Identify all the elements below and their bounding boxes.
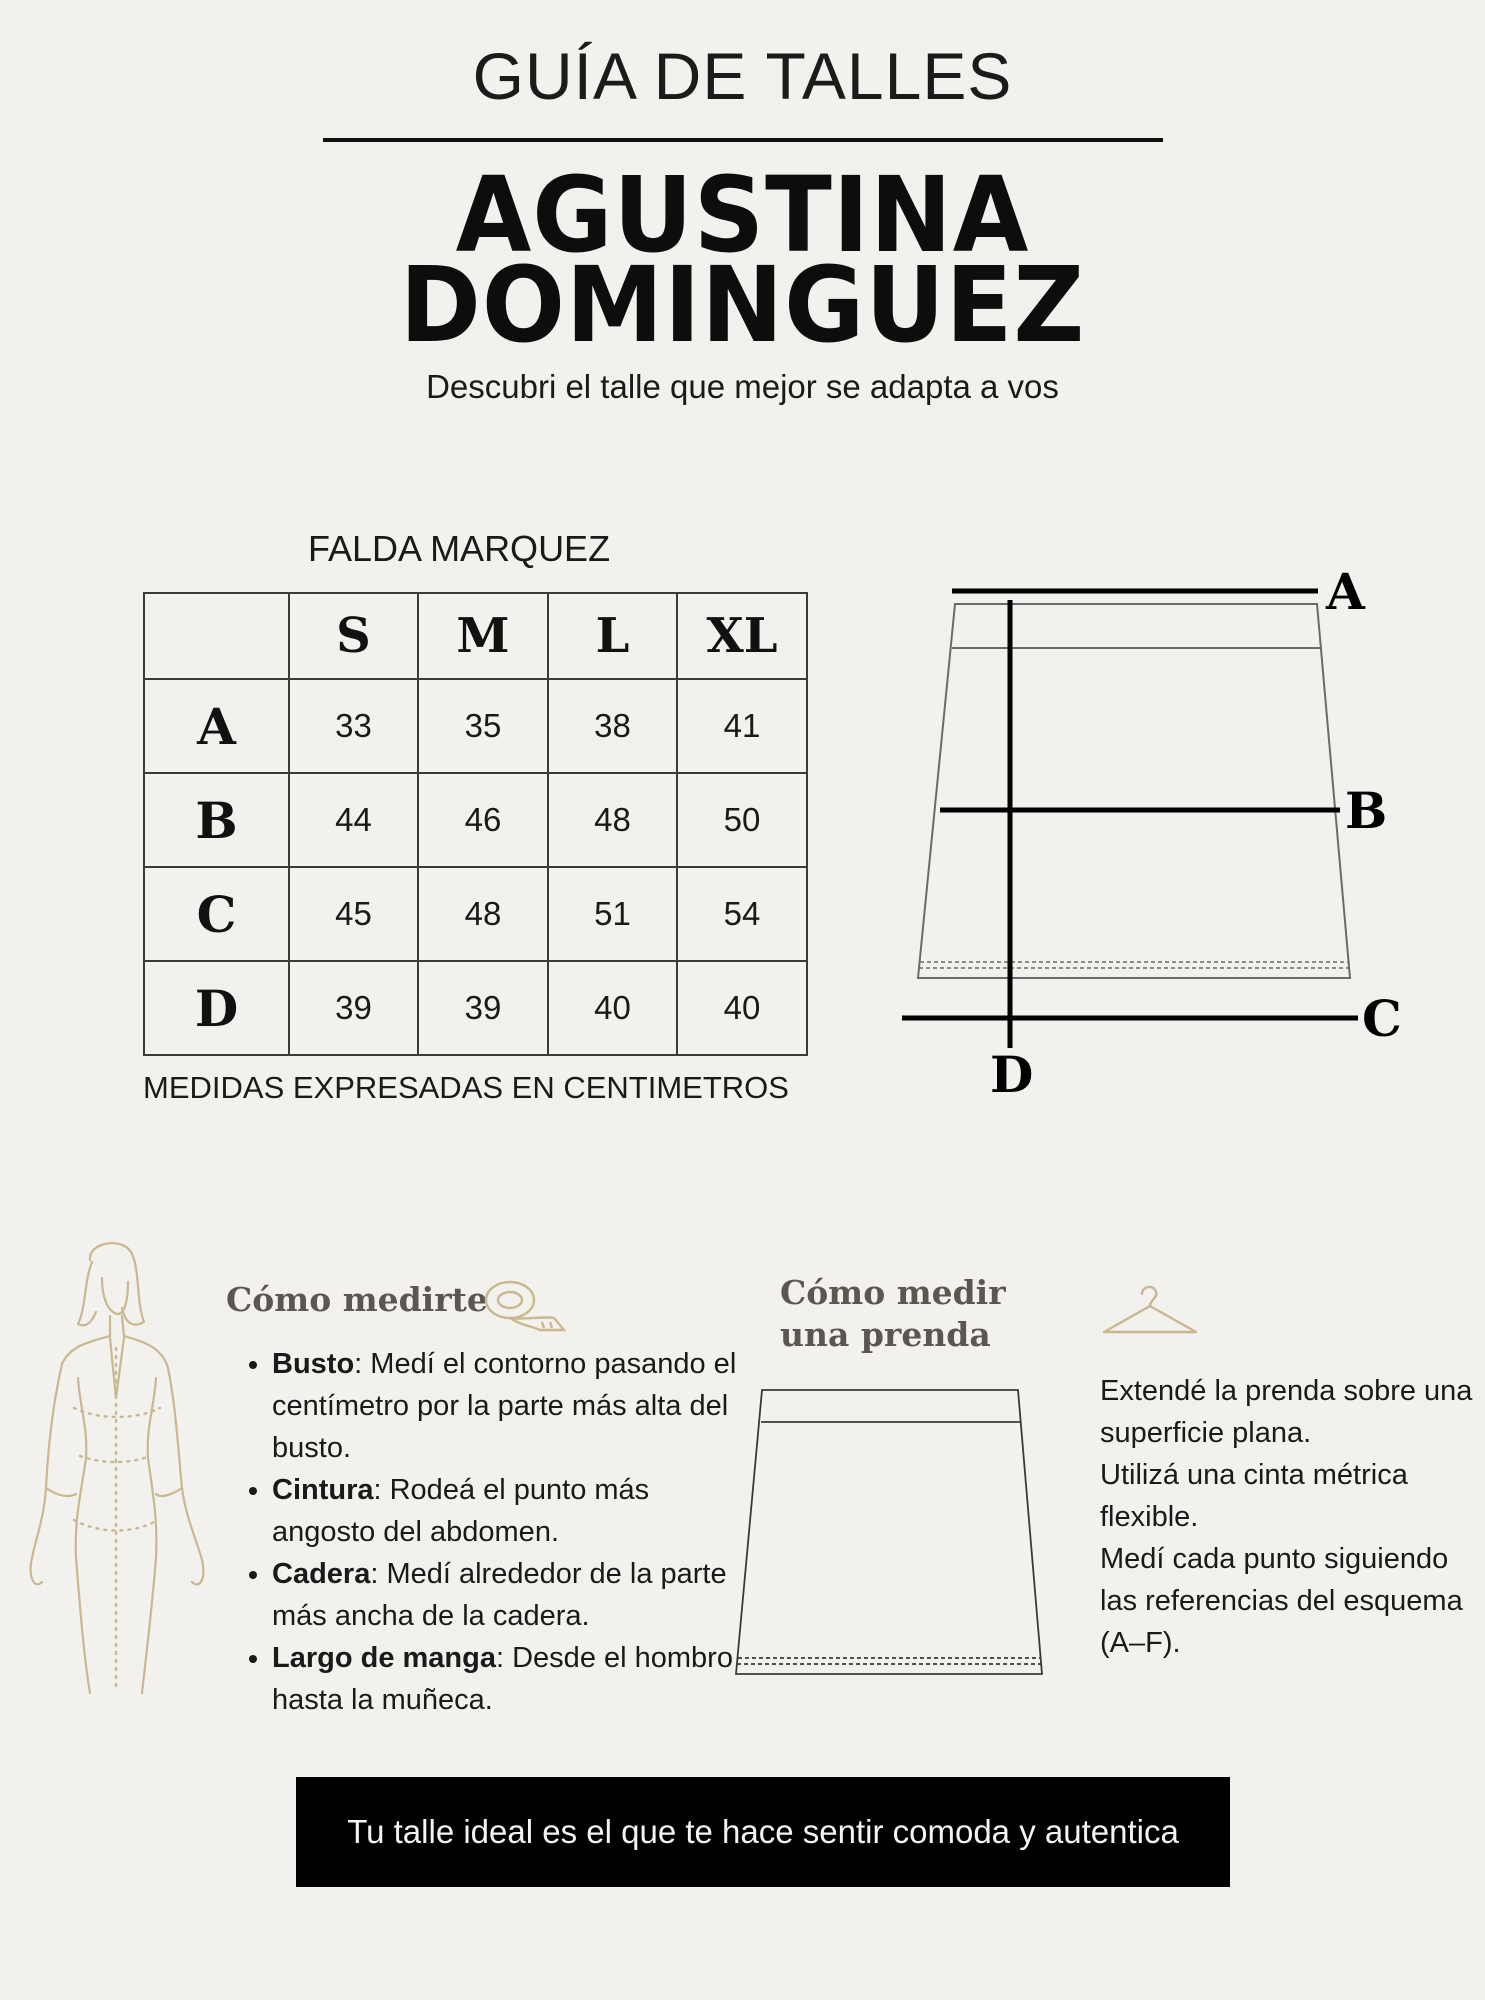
size-table-header-row (144, 593, 807, 679)
measure-value: 46 (418, 773, 548, 867)
garment-measure-heading: Cómo medir una prenda (780, 1273, 1006, 1354)
measure-value: 48 (418, 867, 548, 961)
measure-row-label: A (144, 679, 289, 773)
size-column-header: XL (677, 593, 807, 679)
measure-row-label: C (144, 867, 289, 961)
title-divider (323, 138, 1163, 142)
how-to-measure-list (240, 1343, 742, 1721)
diagram-label-c: C (1362, 989, 1402, 1048)
tip-term: Largo de manga (272, 1642, 496, 1674)
woman-figure-illustration (18, 1238, 208, 1698)
skirt-sketch (730, 1384, 1050, 1690)
skirt-measurement-diagram (880, 570, 1420, 1110)
table-row (144, 961, 807, 1055)
list-item (272, 1469, 742, 1553)
garment-instruction: Extendé la prenda sobre una superficie plana. (1100, 1375, 1473, 1449)
guide-title: GUÍA DE TALLES (472, 39, 1013, 113)
tip-text: : Medí alrededor de la parte más ancha de la cadera. (272, 1558, 727, 1632)
how-to-measure-heading: Cómo medirte (226, 1280, 488, 1319)
size-column-header: M (418, 593, 548, 679)
footer-banner (296, 1777, 1230, 1887)
size-column-header: L (548, 593, 677, 679)
measure-value: 40 (548, 961, 677, 1055)
hanger-icon (1098, 1282, 1202, 1340)
measure-value: 45 (289, 867, 418, 961)
measure-value: 41 (677, 679, 807, 773)
diagram-label-a: A (1326, 570, 1365, 621)
measure-value: 44 (289, 773, 418, 867)
list-item (272, 1553, 742, 1637)
measure-value: 39 (289, 961, 418, 1055)
list-item (272, 1637, 742, 1721)
tape-measure-icon (482, 1276, 568, 1334)
measure-value: 51 (548, 867, 677, 961)
units-note: MEDIDAS EXPRESADAS EN CENTIMETROS (143, 1070, 789, 1105)
measure-value: 40 (677, 961, 807, 1055)
measure-value: 48 (548, 773, 677, 867)
diagram-label-b: B (1345, 781, 1388, 840)
footer-text: Tu talle ideal es el que te hace sentir comoda y autentica (347, 1813, 1179, 1850)
table-row (144, 679, 807, 773)
size-table-title: FALDA MARQUEZ (308, 528, 611, 569)
subtitle: Descubri el talle que mejor se adapta a vos (426, 368, 1059, 405)
garment-instruction: Utilizá una cinta métrica flexible. (1100, 1459, 1408, 1533)
skirt-outline (918, 604, 1350, 978)
measure-row-label: B (144, 773, 289, 867)
tip-text: : Medí el contorno pasando el centímetro por la parte más alta del busto. (272, 1348, 737, 1464)
size-column-header: S (289, 593, 418, 679)
list-item (272, 1343, 742, 1469)
measure-value: 33 (289, 679, 418, 773)
measure-value: 35 (418, 679, 548, 773)
measure-row-label: D (144, 961, 289, 1055)
brand-name-line-1: AGUSTINA (455, 154, 1030, 276)
diagram-label-d: D (990, 1045, 1034, 1104)
brand-name-line-2: DOMINGUEZ (399, 244, 1086, 366)
tip-text: : Rodeá el punto más angosto del abdomen. (272, 1474, 650, 1548)
measure-value: 39 (418, 961, 548, 1055)
tip-term: Busto (272, 1348, 355, 1380)
tip-text: : Desde el hombro hasta la muñeca. (272, 1642, 733, 1716)
size-table (143, 592, 808, 1056)
measure-value: 54 (677, 867, 807, 961)
tip-term: Cadera (272, 1558, 371, 1590)
garment-instruction: Medí cada punto siguiendo las referencias del esquema (A–F). (1100, 1543, 1463, 1659)
measure-value: 50 (677, 773, 807, 867)
garment-measure-text (1100, 1370, 1485, 1664)
tip-term: Cintura (272, 1474, 374, 1506)
table-row (144, 867, 807, 961)
measure-value: 38 (548, 679, 677, 773)
size-table-corner-cell (144, 593, 289, 679)
table-row (144, 773, 807, 867)
